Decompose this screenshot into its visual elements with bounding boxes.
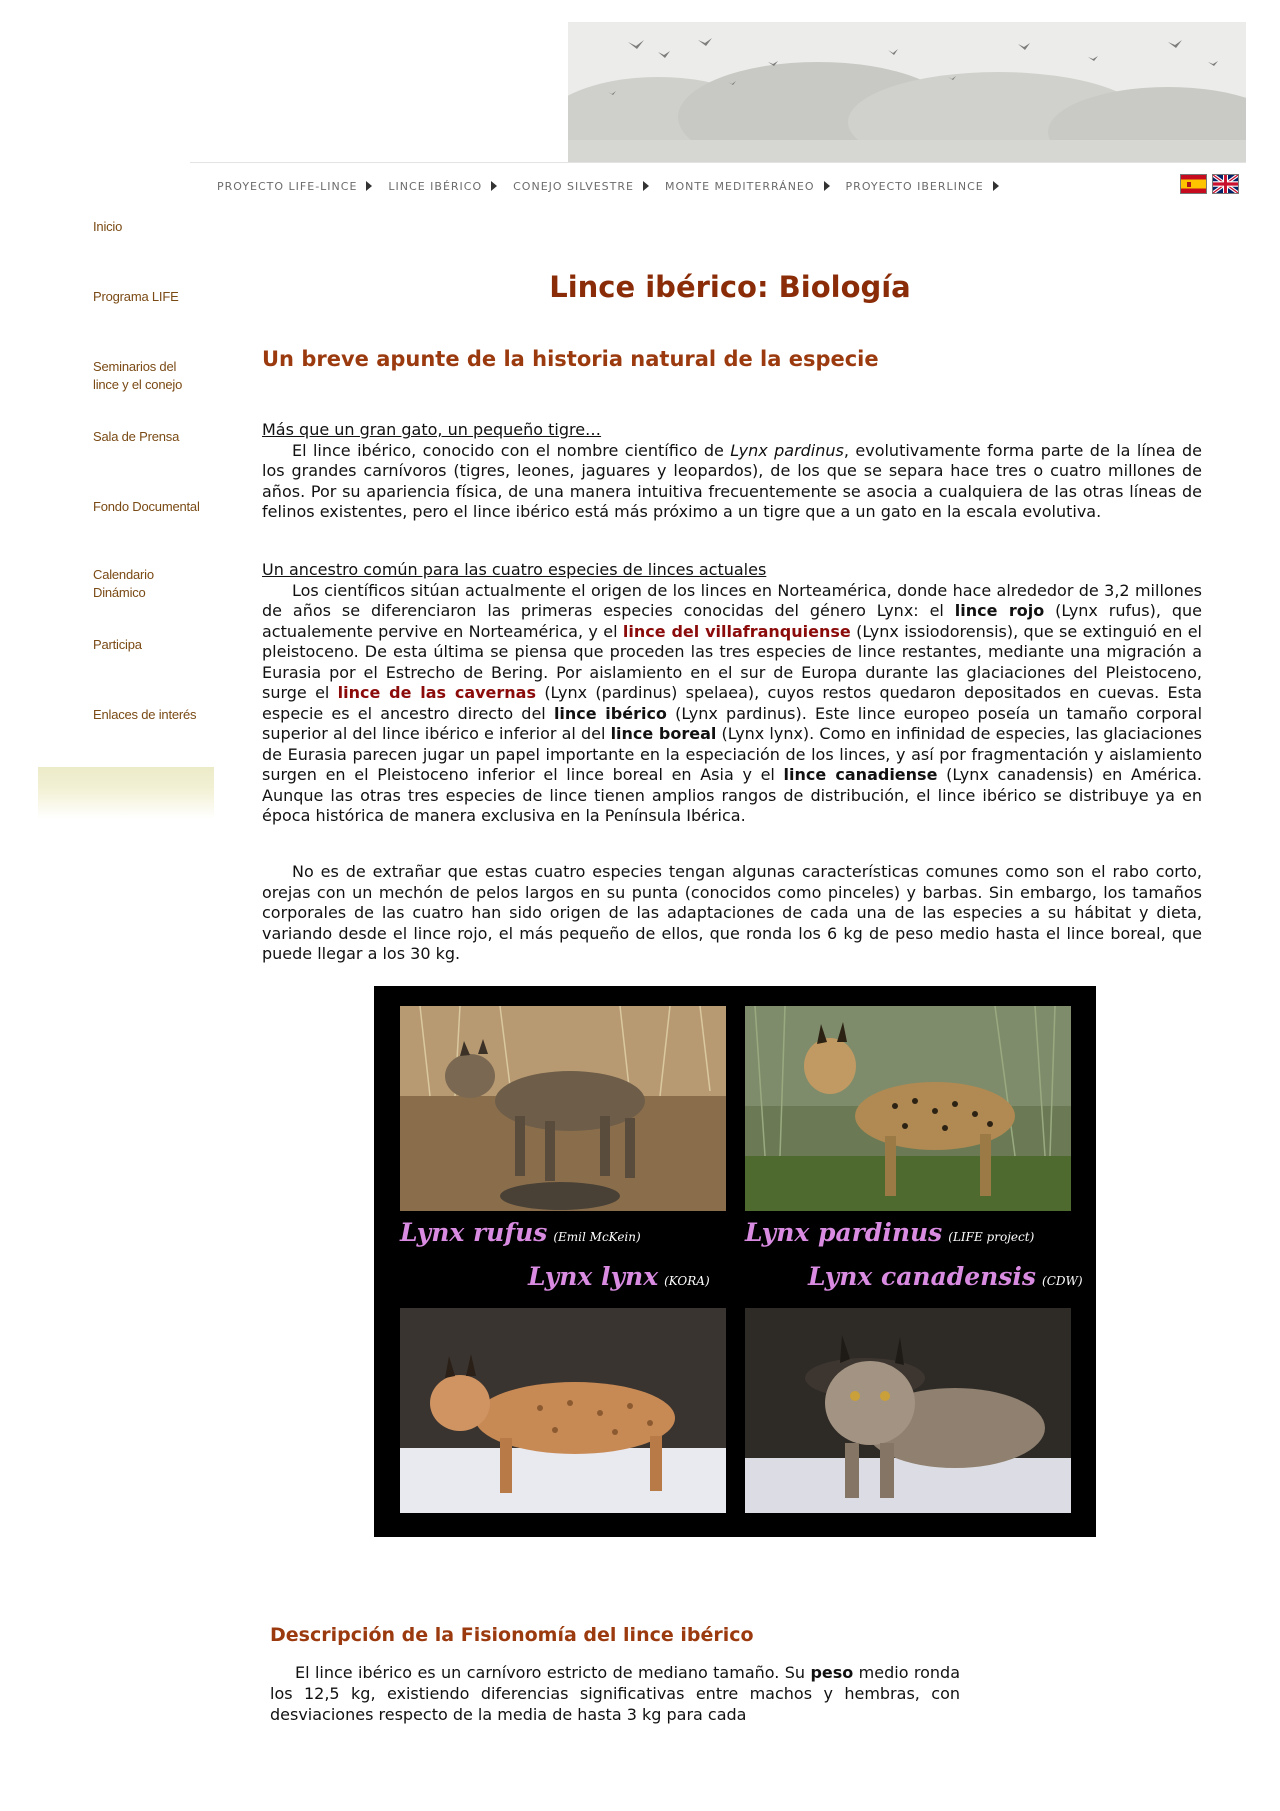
header-rule [190,162,1246,163]
description-text [270,1662,960,1725]
paragraph: Los científicos sitúan actualmente el origen de los linces en Norteamérica, donde hace alrededor de 3,2 millones de años se diferenciaron las primeras especies conocidas del género Lynx: el lince rojo (Lynx rufus), que actualemente pervive en Norteamérica, y el lince del villafranquiense (Lynx issiodorensis), que se extinguió en el pleistoceno. De esta última se piensa que proceden las tres especies de lince restantes, mediante una migración a Eurasia por el Estrecho de Bering. Por aislamiento en el sur de Europa durante las glaciaciones del Pleistoceno, surge el lince de las cavernas (Lynx (pardinus) spelaea), cuyos restos quedaron depositados en cuevas. Esta especie es el ancestro directo del lince ibérico (Lynx pardinus). Este lince europeo poseía un tamaño corporal superior al del lince ibérico e inferior al del lince boreal (Lynx lynx). Como en infinidad de especies, las glaciaciones de Eurasia parecen jugar un papel importante en la especiación de los linces, y así por fragmentación y aislamiento surgen en el Pleistoceno inferior el lince boreal en Asia y el lince canadiense (Lynx canadensis) en América. Aunque las otras tres especies de lince tienen amplios rangos de distribución, el lince ibérico se distribuye ya en época histórica de manera exclusiva en la Península Ibérica. [262,580,1203,825]
section-characteristics [262,862,1202,965]
sidebar-item-seminarios[interactable]: Seminarios del lince y el conejo [93,359,183,392]
nav-label[interactable]: PROYECTO LIFE-LINCE [217,179,358,193]
nav-conejo-silvestre[interactable] [513,180,649,193]
section-heading: Más que un gran gato, un pequeño tigre… [262,420,602,439]
triangle-right-icon [824,181,830,191]
nav-label[interactable]: PROYECTO IBERLINCE [845,179,984,193]
sidebar-decoration [38,767,214,819]
nav-proyecto-iberlince[interactable] [846,180,999,193]
caption-lynx-pardinus: Lynx pardinus (LIFE project) [745,1218,1035,1247]
uk-flag-icon[interactable] [1212,174,1239,194]
top-navigation [217,178,1015,194]
triangle-right-icon [643,181,649,191]
language-selector [1180,174,1239,194]
term-peso: peso [810,1663,854,1682]
paragraph: No es de extrañar que estas cuatro especies tengan algunas características comunes como son el rabo corto, orejas con un mechón de pelos largos en su punta (conocidos como pinceles) y barbas. Sin embargo, los tamaños corporales de las cuatro han sido origen de las adaptaciones de cada una de las especies a su hábitat y dieta, variando desde el lince rojo, el más pequeño de ellos, que ronda los 6 kg de peso medio hasta el lince boreal, que puede llegar a los 30 kg. [262,862,1202,963]
caption-lynx-canadensis: Lynx canadensis (CDW) [808,1262,1083,1291]
term-lince-iberico: lince ibérico [553,703,667,723]
section-ancestry [262,560,1202,827]
sidebar-item-programa-life[interactable]: Programa LIFE [93,289,179,304]
lynx-species-photo-panel [374,986,1096,1537]
triangle-right-icon [366,181,372,191]
nav-label[interactable]: LINCE IBÉRICO [388,179,483,193]
lynx-pardinus-photo [745,1006,1071,1211]
lynx-canadensis-photo [745,1308,1071,1513]
nav-proyecto-life-lince[interactable] [217,180,372,193]
triangle-right-icon [993,181,999,191]
paragraph: El lince ibérico, conocido con el nombre científico de Lynx pardinus, evolutivamente forma parte de la línea de los grandes carnívoros (tigres, leones, jaguares y leopardos), de los que se separa hace tres o cuatro millones de años. Por su apariencia física, de una manera intuitiva frecuentemente se asocia a cualquiera de las otras líneas de felinos existentes, pero el lince ibérico está más próximo a un tigre que a un gato en la escala evolutiva. [262,440,1202,521]
nav-lince-iberico[interactable] [388,180,497,193]
paragraph: El lince ibérico es un carnívoro estricto de mediano tamaño. Su peso medio ronda los 12,5 kg, existiendo diferencias significativas entre machos y hembras, con desviaciones respecto de la media de hasta 3 kg para cada [270,1663,961,1724]
sidebar-item-fondo-documental[interactable]: Fondo Documental [93,499,200,514]
page-subtitle: Un breve apunte de la historia natural de la especie [262,347,879,371]
page-title: Lince ibérico: Biología [549,270,911,304]
term-lince-rojo: lince rojo [954,601,1045,620]
description-title: Descripción de la Fisionomía del lince ibérico [270,1624,754,1646]
sidebar-item-inicio[interactable]: Inicio [93,219,123,234]
sidebar-item-participa[interactable]: Participa [93,637,142,652]
caption-lynx-rufus: Lynx rufus (Emil McKein) [400,1218,641,1247]
banner-landscape-image [568,22,1246,163]
nav-label[interactable]: CONEJO SILVESTRE [513,179,634,193]
section-heading: Un ancestro común para las cuatro especies de linces actuales [262,560,767,579]
spain-flag-icon[interactable] [1180,174,1207,194]
triangle-right-icon [491,181,497,191]
caption-lynx-lynx: Lynx lynx (KORA) [528,1262,710,1291]
lynx-rufus-photo [400,1006,726,1211]
sidebar-item-sala-de-prensa[interactable]: Sala de Prensa [93,429,180,444]
term-lince-boreal: lince boreal [610,724,717,743]
term-lince-canadiense: lince canadiense [783,765,938,784]
header-banner [568,22,1246,163]
section-evolution [262,420,1202,523]
term-lince-cavernas[interactable]: lince de las cavernas [337,683,537,702]
sidebar-item-enlaces[interactable]: Enlaces de interés [93,707,197,722]
lynx-lynx-photo [400,1308,726,1513]
nav-label[interactable]: MONTE MEDITERRÁNEO [664,179,815,193]
nav-monte-mediterraneo[interactable] [665,180,830,193]
sidebar-item-calendario[interactable]: Calendario Dinámico [93,567,154,600]
term-lince-villafranquiense[interactable]: lince del villafranquiense [622,621,851,641]
